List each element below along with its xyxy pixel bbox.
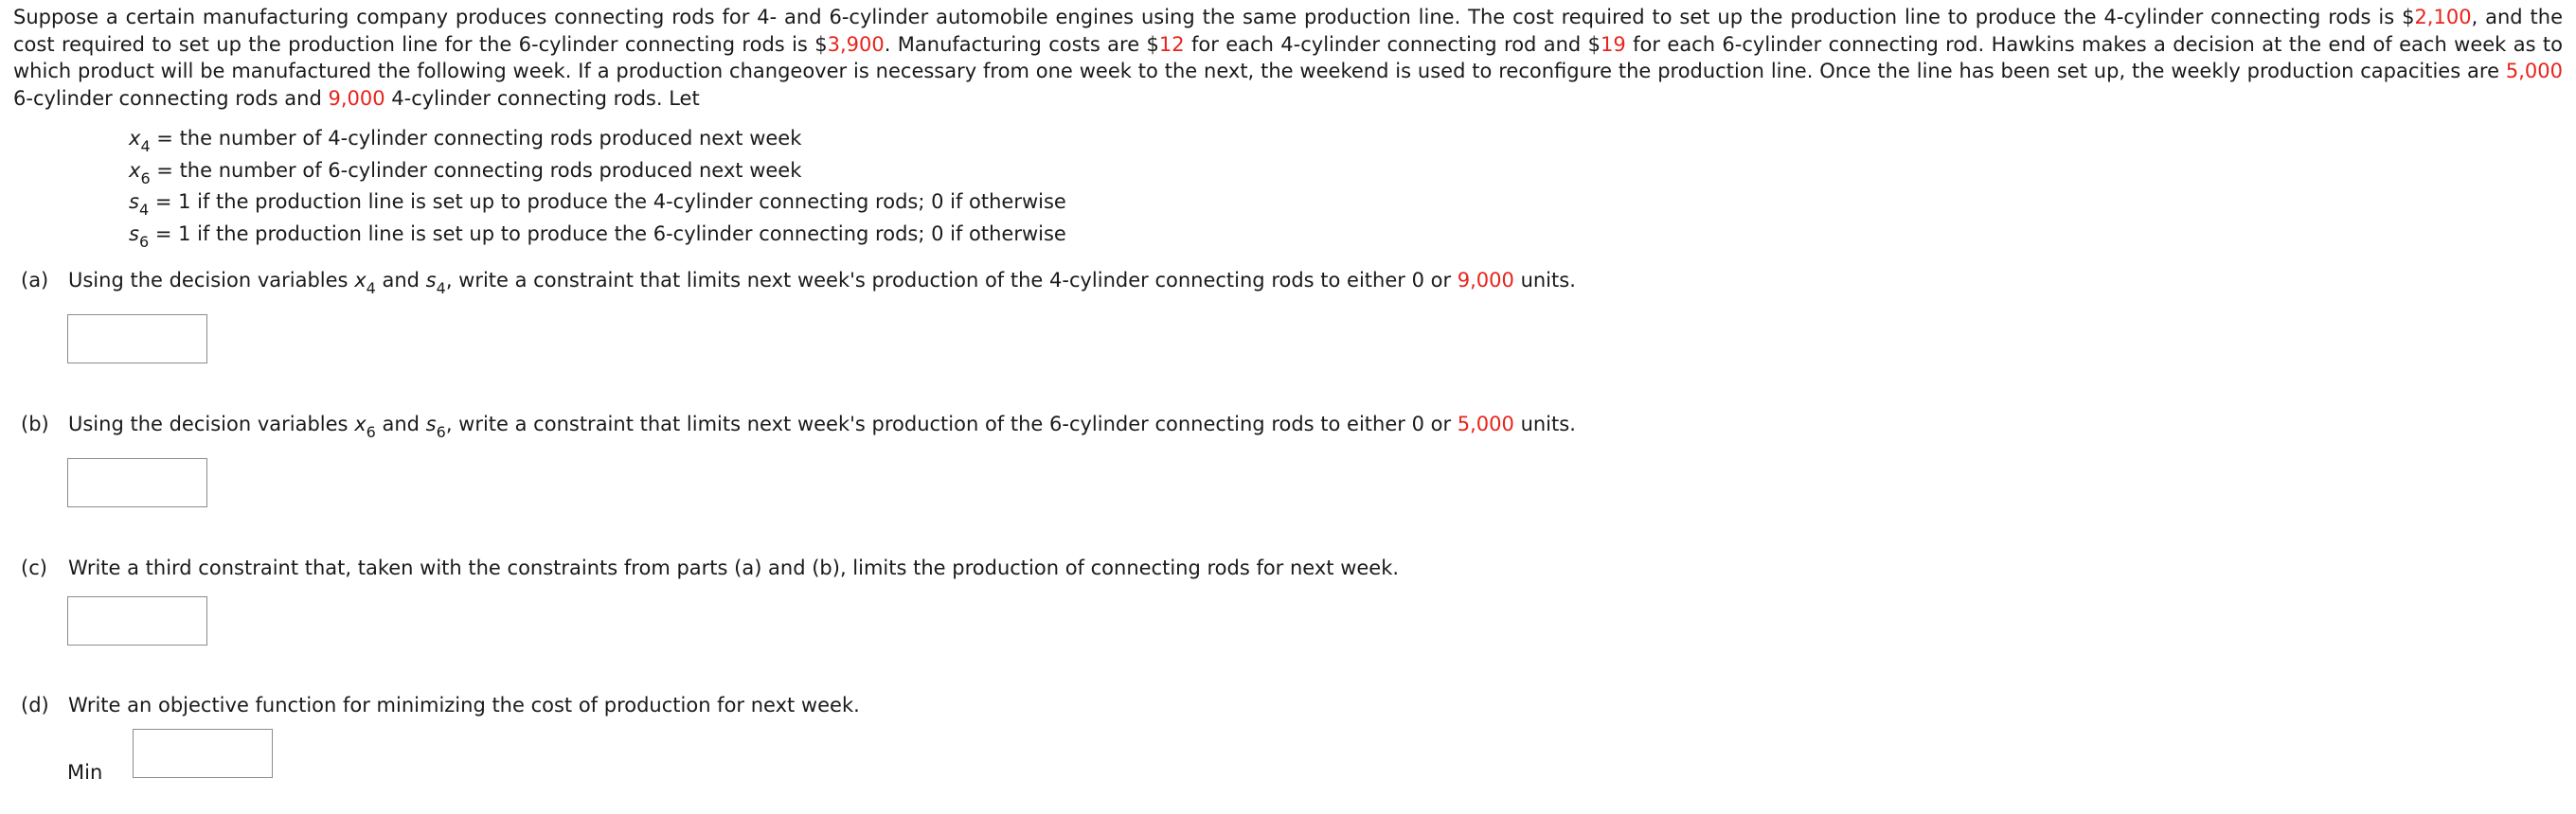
min-label: Min — [67, 761, 103, 784]
part-b-answer-box[interactable] — [67, 458, 207, 507]
part-d-label: (d) — [21, 694, 49, 717]
part-d-answer-box[interactable] — [133, 729, 273, 778]
part-a-label: (a) — [21, 269, 49, 292]
part-b-capacity: 5,000 — [1457, 413, 1514, 435]
problem-statement: Suppose a certain manufacturing company produces connecting rods for 4- and 6-cylinder automobile engines using the same production line. The cost required to set up the production line to produce the 4-cylinder connecting rods is $2,100, and the cost required to set up the production line for the 6-cylinder connecting rods is $3,900. Manufacturing costs are $12 for each 4-cylinder connecting rod and $19 for each 6-cylinder connecting rod. Hawkins makes a decision at the end of each week as to which product will be manufactured the following week. If a production changeover is necessary from one week to the next, the weekend is used to reconfigure the production line. Once the line has been set up, the weekly production capacities are 5,000 6-cylinder connecting rods and 9,000 4-cylinder connecting rods. Let — [13, 6, 2564, 110]
definition-x4: $x_4$ = the number of 4-cylinder connecting rods produced next week — [129, 127, 802, 155]
part-a-answer-box[interactable] — [67, 314, 207, 363]
part-d-prompt: (d) Write an objective function for minimizing the cost of production for next week. — [21, 694, 860, 717]
part-b-label: (b) — [21, 413, 49, 435]
part-b-prompt: (b) Using the decision variables $x_6$ and $s_6$, write a constraint that limits next week's production of the 6-cylinder connecting rods to either 0 or 5,000 units. — [21, 413, 1576, 441]
part-a-capacity: 9,000 — [1457, 269, 1514, 292]
definition-s6: $s_6 = 1$ if the production line is set up to produce the 6-cylinder connecting rods; 0 if otherwise — [129, 221, 1066, 251]
part-c-prompt: (c) Write a third constraint that, taken with the constraints from parts (a) and (b), limits the production of connecting rods for next week. — [21, 557, 1400, 579]
capacity-4cyl: 9,000 — [328, 86, 385, 110]
manufacturing-cost-6cyl: 19 — [1601, 32, 1626, 56]
manufacturing-cost-4cyl: 12 — [1158, 32, 1185, 56]
part-c-label: (c) — [21, 557, 47, 579]
setup-cost-6cyl: 3,900 — [827, 32, 885, 56]
part-c-answer-box[interactable] — [67, 596, 207, 646]
definition-s4: $s_4 = 1$ if the production line is set up to produce the 4-cylinder connecting rods; 0 if otherwise — [129, 190, 1066, 219]
part-a-prompt: (a) Using the decision variables $x_4$ and $s_4$, write a constraint that limits next week's production of the 4-cylinder connecting rods to either 0 or 9,000 units. — [21, 269, 1576, 297]
capacity-6cyl: 5,000 — [2505, 60, 2563, 82]
variable-definitions — [129, 123, 1066, 250]
setup-cost-4cyl: 2,100 — [2414, 6, 2472, 28]
definition-x6: $x_6$ = the number of 6-cylinder connecting rods produced next week — [129, 158, 802, 187]
